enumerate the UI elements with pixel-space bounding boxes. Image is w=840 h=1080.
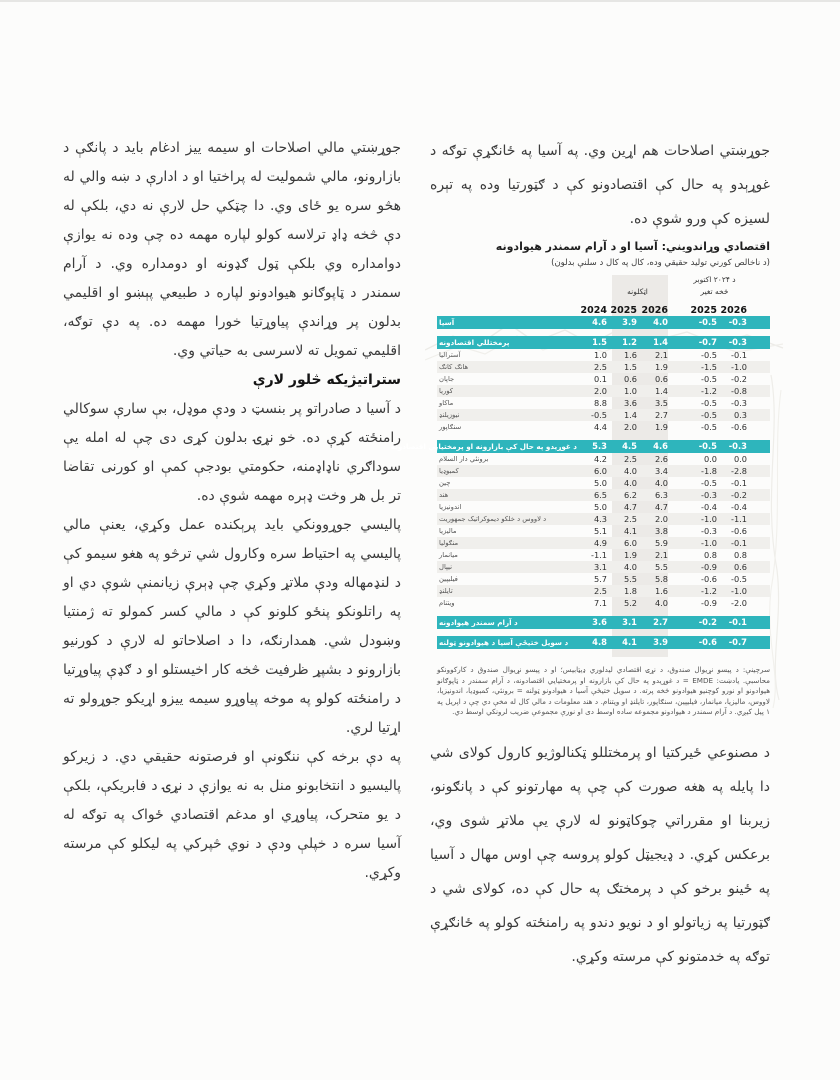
cell-value: 1.4 bbox=[653, 337, 668, 348]
cell-value: -0.6 bbox=[701, 573, 717, 584]
row-label: چین bbox=[439, 478, 451, 487]
table-section-row bbox=[437, 336, 770, 349]
row-label: نیوزیلنډ bbox=[439, 410, 460, 419]
cell-value: 1.2 bbox=[622, 337, 637, 348]
cell-value: -0.1 bbox=[731, 477, 747, 488]
cell-value: -1.2 bbox=[701, 585, 717, 596]
cell-value: -0.6 bbox=[731, 525, 747, 536]
cell-value: 1.4 bbox=[623, 409, 637, 420]
paragraph: د آسیا د صادراتو پر بنسټ د ودې موډل، بې سارې سوکالي رامنځته کړې ده. خو نړۍ بدلون کړی دی چې له امله یې سوداګري ناډاډمنه، حکومتي بودجې کمې او کورنی تقاضا تر بل هر وخت ډېره مهمه شوې ده. bbox=[63, 401, 401, 504]
cell-value: 5.8 bbox=[654, 573, 668, 584]
table-row bbox=[437, 549, 770, 561]
cell-value: -0.1 bbox=[731, 537, 747, 548]
cell-value: 8.8 bbox=[593, 397, 607, 408]
row-label: منګولیا bbox=[439, 538, 459, 547]
row-label: مالیزیا bbox=[439, 526, 457, 535]
table-row bbox=[437, 513, 770, 525]
cell-value: -0.3 bbox=[731, 397, 747, 408]
cell-value: 1.9 bbox=[623, 549, 637, 560]
row-label: پرمختللي اقتصادونه bbox=[439, 337, 510, 347]
cell-value: 5.7 bbox=[593, 573, 607, 584]
cell-value: -0.5 bbox=[701, 373, 717, 384]
table-section-row bbox=[437, 636, 770, 649]
cell-value: -0.3 bbox=[701, 525, 717, 536]
row-label: فیلیپین bbox=[439, 574, 458, 583]
cell-value: 4.3 bbox=[593, 513, 607, 524]
cell-value: 1.0 bbox=[593, 349, 607, 360]
year-column-header: 2026 bbox=[720, 305, 747, 316]
cell-value: -1.1 bbox=[731, 513, 747, 524]
table-rows bbox=[390, 316, 770, 649]
cell-value: -0.5 bbox=[698, 317, 717, 328]
cell-value: 5.5 bbox=[623, 573, 637, 584]
cell-value: 0.1 bbox=[593, 373, 607, 384]
table-header-groups bbox=[437, 287, 770, 300]
cell-value: -0.7 bbox=[698, 337, 717, 348]
paragraph: په دې برخه کې ننګونې او فرصتونه حقیقي دي. د زیرکو پالیسیو د انتخابونو منل به نه یوازې د نړۍ د فابریکې، بلکې د یو متحرک، پیاوړي او مدغم اقتصادي ځواک په توګه له آسیا سره د خپلې ودې د نوي څپرکي په لیکلو کې مرسته وکړي. bbox=[63, 749, 401, 881]
cell-value: 1.4 bbox=[654, 385, 668, 396]
cell-value: 6.0 bbox=[623, 537, 637, 548]
table-row bbox=[437, 397, 770, 409]
table-row bbox=[437, 385, 770, 397]
row-label: د آرام سمندر هیوادونه bbox=[439, 617, 518, 627]
cell-value: 4.0 bbox=[654, 477, 668, 488]
cell-value: -0.5 bbox=[701, 477, 717, 488]
cell-value: -0.5 bbox=[698, 441, 717, 452]
row-label: نیپال bbox=[439, 562, 453, 571]
cell-value: 6.0 bbox=[593, 465, 607, 476]
cell-value: 1.0 bbox=[623, 385, 637, 396]
cell-value: -1.8 bbox=[701, 465, 717, 476]
cell-value: 1.9 bbox=[654, 361, 668, 372]
cell-value: -0.5 bbox=[701, 421, 717, 432]
row-label: ماکاو bbox=[439, 398, 454, 407]
table-row bbox=[437, 349, 770, 361]
row-label: تایلنډ bbox=[439, 586, 453, 595]
cell-value: -0.3 bbox=[701, 489, 717, 500]
table-row bbox=[437, 585, 770, 597]
row-label: هند bbox=[439, 490, 449, 499]
row-label: کمبوډیا bbox=[439, 466, 459, 475]
cell-value: 4.2 bbox=[593, 453, 607, 464]
cell-value: 4.0 bbox=[623, 465, 637, 476]
cell-value: 2.5 bbox=[623, 513, 637, 524]
left-text-column bbox=[63, 134, 401, 888]
cell-value: 5.5 bbox=[654, 561, 668, 572]
table-footnote: سرچینې: د پیسو نړیوال صندوق، د نړۍ اقتصادي لیدلوري ډیټابیس؛ او د پیسو نړیوال صندوق د کارکوونکو محاسبې. یادښت: EMDE = د غوړیدو په حال کې بازارونه او پرمختیایي اقتصادونه، د آرام سمندر د ټاپوګانو هیوادونو او نورو کوچنیو هیوادونو څخه پرته. د سویل ختیځې آسیا د هیوادونو ټولنه = برونئي، کمبوډیا، اندونیزیا، لاووس، مالیزیا، میانمار، فیلیپین، سنګاپور، تایلنډ او ویتنام. د هند معلومات د مالي کال له مخې دي چې د اپریل په ۱ پیل کیږي. د آرام سمندر د هیوادونو مجموعه ساده اوسط دی او نورې مجموعې ضریب لرونکي اوسط دي. bbox=[437, 665, 771, 716]
cell-value: -0.1 bbox=[731, 349, 747, 360]
cell-value: 1.5 bbox=[623, 361, 637, 372]
cell-value: 3.6 bbox=[592, 617, 607, 628]
row-label: کوریا bbox=[439, 386, 453, 395]
table-year-header bbox=[437, 300, 770, 316]
right-text-column-bottom bbox=[430, 736, 770, 974]
cell-value: 2.0 bbox=[654, 513, 668, 524]
paragraph: جوړښتي مالي اصلاحات او سیمه ییز ادغام باید د پانګې د بازارونو، مالي شمولیت له پراختیا او د ادارې د ښه والي له هڅو سره یو ځای وي. دا چټکي حل لارې نه دي، بلکې له دې څخه ډاډ ترلاسه کولو لپاره مهمه ده چې وده نه یوازې دوامداره وي بلکې ټول ګډونه او دومداره وي. د آرام سمندر د ټاپوګانو هیوادونو لپاره د طبیعي پېښو او اقلیمي بدلون پر وړاندې پیاوړتیا خورا مهمه ده. په دې توګه، اقلیمي تمویل ته لاسرسی به حیاتي وي. bbox=[63, 140, 401, 359]
cell-value: 1.8 bbox=[623, 585, 637, 596]
row-label: د سویل ختیځې آسیا د هیوادونو ټولنه bbox=[439, 637, 569, 647]
cell-value: -1.2 bbox=[701, 385, 717, 396]
table-row bbox=[437, 421, 770, 433]
change-group-label: څخه تغیر bbox=[700, 287, 729, 296]
year-column-header: 2025 bbox=[690, 305, 717, 316]
cell-value: 0.6 bbox=[623, 373, 637, 384]
cell-value: 1.6 bbox=[654, 585, 668, 596]
change-from-date-label: د ۲۰۲۴ اکتوبر bbox=[693, 275, 736, 284]
cell-value: 7.1 bbox=[593, 597, 607, 608]
cell-value: 4.1 bbox=[622, 637, 637, 648]
gdp-forecast-table bbox=[390, 240, 771, 718]
cell-value: -0.9 bbox=[701, 597, 717, 608]
cell-value: 4.4 bbox=[593, 421, 607, 432]
table-section-gap bbox=[437, 609, 770, 616]
cell-value: -0.6 bbox=[698, 637, 717, 648]
cell-value: -0.8 bbox=[731, 385, 747, 396]
cell-value: 4.0 bbox=[653, 317, 668, 328]
cell-value: 5.0 bbox=[593, 501, 607, 512]
table-header-change-date bbox=[437, 275, 770, 287]
cell-value: -0.2 bbox=[731, 373, 747, 384]
paragraph: د مصنوعي ځیرکتیا او پرمختللو ټکنالوژیو کارول کولای شي دا پایله په هغه صورت کې چې په مهارتونو کې د پانګونو، زیربنا او مقرراتي چوکاټونو له لارې یې ملاتړ شوی وي، برعکس کړي. د ډیجیټل کولو پروسه چې اوس مهال د آسیا په ځینو برخو کې د پرمختګ په حال کې ده، کولای شي د ګټورتیا په زیاتولو او د نویو دندو په رامنځته کولو په ځانګړې توګه په خدمتونو کې مرسته وکړي. bbox=[430, 745, 770, 965]
cell-value: 0.6 bbox=[654, 373, 668, 384]
table-row bbox=[437, 525, 770, 537]
table-section-gap bbox=[437, 629, 770, 636]
cell-value: -1.0 bbox=[731, 361, 747, 372]
row-label: آسیا bbox=[439, 317, 455, 327]
cell-value: -0.3 bbox=[728, 441, 747, 452]
cell-value: -1.0 bbox=[731, 585, 747, 596]
section-heading: ستراتیژیکه څلور لارې bbox=[252, 372, 401, 388]
cell-value: 3.4 bbox=[654, 465, 668, 476]
table-section-gap bbox=[437, 433, 770, 440]
cell-value: -1.1 bbox=[591, 549, 607, 560]
cell-value: 3.6 bbox=[623, 397, 637, 408]
table-title: اقتصادي وړاندویني: آسیا او د آرام سمندر هیوادونه bbox=[495, 240, 770, 253]
row-label: هانګ کانګ bbox=[439, 362, 469, 371]
year-column-header: 2025 bbox=[610, 305, 637, 316]
table-row bbox=[437, 409, 770, 421]
table-row bbox=[437, 453, 770, 465]
cell-value: 4.8 bbox=[592, 637, 607, 648]
year-column-header: 2026 bbox=[641, 305, 668, 316]
cell-value: 4.0 bbox=[623, 477, 637, 488]
cell-value: 2.7 bbox=[654, 409, 668, 420]
cell-value: 2.1 bbox=[654, 349, 668, 360]
cell-value: 4.0 bbox=[654, 597, 668, 608]
cell-value: 4.0 bbox=[623, 561, 637, 572]
cell-value: -0.5 bbox=[591, 409, 607, 420]
cell-value: 0.3 bbox=[733, 409, 747, 420]
cell-value: 0.8 bbox=[733, 549, 747, 560]
cell-value: -1.0 bbox=[701, 513, 717, 524]
cell-value: -1.0 bbox=[701, 537, 717, 548]
cell-value: 2.6 bbox=[654, 453, 668, 464]
cell-value: 0.8 bbox=[703, 549, 717, 560]
row-label: د غوړیدو په حال کې بازارونه او پرمختیايي اقتصادونه bbox=[390, 441, 577, 451]
table-section-gap bbox=[437, 329, 770, 336]
cell-value: 2.7 bbox=[653, 617, 668, 628]
row-label: ویتنام bbox=[439, 598, 455, 607]
cell-value: -0.5 bbox=[731, 573, 747, 584]
cell-value: 5.0 bbox=[593, 477, 607, 488]
cell-value: 1.5 bbox=[592, 337, 607, 348]
cell-value: 1.9 bbox=[654, 421, 668, 432]
cell-value: 3.9 bbox=[622, 317, 637, 328]
cell-value: 2.5 bbox=[593, 585, 607, 596]
table-row bbox=[437, 361, 770, 373]
row-label: د لاووس د خلکو دیموکراتیک جمهوریت bbox=[439, 514, 547, 523]
row-label: آسترالیا bbox=[439, 350, 461, 359]
cell-value: 4.7 bbox=[623, 501, 637, 512]
paragraph: پالیسي جوړوونکي باید پرېکنده عمل وکړي، یعنې مالي پالیسي په احتیاط سره وکارول شي ترڅو په هغو سیمو کې د لنډمهاله ودې ملاتړ وکړي چې ډېرې زیانمنې شوې دي او په راتلونکو پنځو کلونو کې د مالي کسر کمولو ته ژمنتیا وښودل شي. همدارنګه، دا د اصلاحاتو له لارې د کورنیو بازارونو د بشپړ ظرفیت څخه کار اخیستلو او د ګډې پیاوړتیا د رامنځته کولو په موخه پیاوړو سیمه ییزو اړیکو جوړولو ته اړتیا لري. bbox=[63, 517, 401, 736]
cell-value: -0.4 bbox=[731, 501, 747, 512]
cell-value: 2.5 bbox=[623, 453, 637, 464]
table-section-row bbox=[437, 316, 770, 329]
cell-value: 5.1 bbox=[593, 525, 607, 536]
cell-value: 5.9 bbox=[654, 537, 668, 548]
table-row bbox=[437, 477, 770, 489]
cell-value: 4.7 bbox=[654, 501, 668, 512]
table-section-row bbox=[390, 440, 770, 453]
cell-value: -0.1 bbox=[728, 617, 747, 628]
cell-value: 6.3 bbox=[654, 489, 668, 500]
cell-value: -0.5 bbox=[701, 409, 717, 420]
cell-value: -2.8 bbox=[731, 465, 747, 476]
right-text-column-top bbox=[430, 134, 770, 236]
cell-value: 4.6 bbox=[653, 441, 668, 452]
cell-value: -2.0 bbox=[731, 597, 747, 608]
cell-value: -0.5 bbox=[701, 397, 717, 408]
cell-value: 4.1 bbox=[623, 525, 637, 536]
cell-value: 4.5 bbox=[622, 441, 637, 452]
cell-value: 3.1 bbox=[593, 561, 607, 572]
cell-value: 4.6 bbox=[592, 317, 607, 328]
table-row bbox=[437, 573, 770, 585]
cell-value: 3.9 bbox=[653, 637, 668, 648]
cell-value: -0.6 bbox=[731, 421, 747, 432]
cell-value: 5.3 bbox=[592, 441, 607, 452]
table-row bbox=[437, 489, 770, 501]
cell-value: 0.0 bbox=[733, 453, 747, 464]
year-column-header: 2024 bbox=[580, 305, 607, 316]
cell-value: 0.6 bbox=[733, 561, 747, 572]
table-subtitle: (د ناخالص کورني تولید حقیقي وده، کال په کال د سلنې بدلون) bbox=[551, 258, 770, 268]
cell-value: -0.2 bbox=[731, 489, 747, 500]
cell-value: -0.9 bbox=[701, 561, 717, 572]
cell-value: 1.6 bbox=[623, 349, 637, 360]
cell-value: 0.0 bbox=[703, 453, 717, 464]
table-row bbox=[437, 597, 770, 609]
cell-value: 5.2 bbox=[623, 597, 637, 608]
cell-value: 3.1 bbox=[622, 617, 637, 628]
table-row bbox=[437, 537, 770, 549]
cell-value: 6.2 bbox=[623, 489, 637, 500]
row-label: سنګاپور bbox=[439, 422, 462, 431]
table-body bbox=[390, 275, 770, 657]
row-label: اندونیزیا bbox=[439, 502, 462, 511]
cell-value: 3.8 bbox=[654, 525, 668, 536]
cell-value: 6.5 bbox=[593, 489, 607, 500]
table-row bbox=[437, 501, 770, 513]
cell-value: -0.4 bbox=[701, 501, 717, 512]
table-row bbox=[437, 465, 770, 477]
cell-value: -0.7 bbox=[728, 637, 747, 648]
cell-value: -0.5 bbox=[701, 349, 717, 360]
cell-value: -0.3 bbox=[728, 317, 747, 328]
paragraph: جوړښتي اصلاحات هم اړین وي. په آسیا په ځانګړې توګه د غوړېدو په حال کې اقتصادونو کې د ګټورتیا وده په تېره لسیزه کې ورو شوې ده. bbox=[430, 143, 770, 227]
table-section-row bbox=[437, 616, 770, 629]
cell-value: 2.5 bbox=[593, 361, 607, 372]
cell-value: -0.2 bbox=[698, 617, 717, 628]
cell-value: 3.5 bbox=[654, 397, 668, 408]
table-row bbox=[437, 373, 770, 385]
cell-value: 2.1 bbox=[654, 549, 668, 560]
cell-value: 2.0 bbox=[593, 385, 607, 396]
row-label: میانمار bbox=[439, 550, 458, 559]
row-label: برونئي دار السلام bbox=[439, 454, 489, 463]
row-label: جاپان bbox=[439, 374, 455, 383]
table-row bbox=[437, 561, 770, 573]
cell-value: 2.0 bbox=[623, 421, 637, 432]
cell-value: -0.3 bbox=[728, 337, 747, 348]
cell-value: -1.5 bbox=[701, 361, 717, 372]
cell-value: 4.9 bbox=[593, 537, 607, 548]
forecast-group-label: اټکلونه bbox=[627, 287, 648, 296]
